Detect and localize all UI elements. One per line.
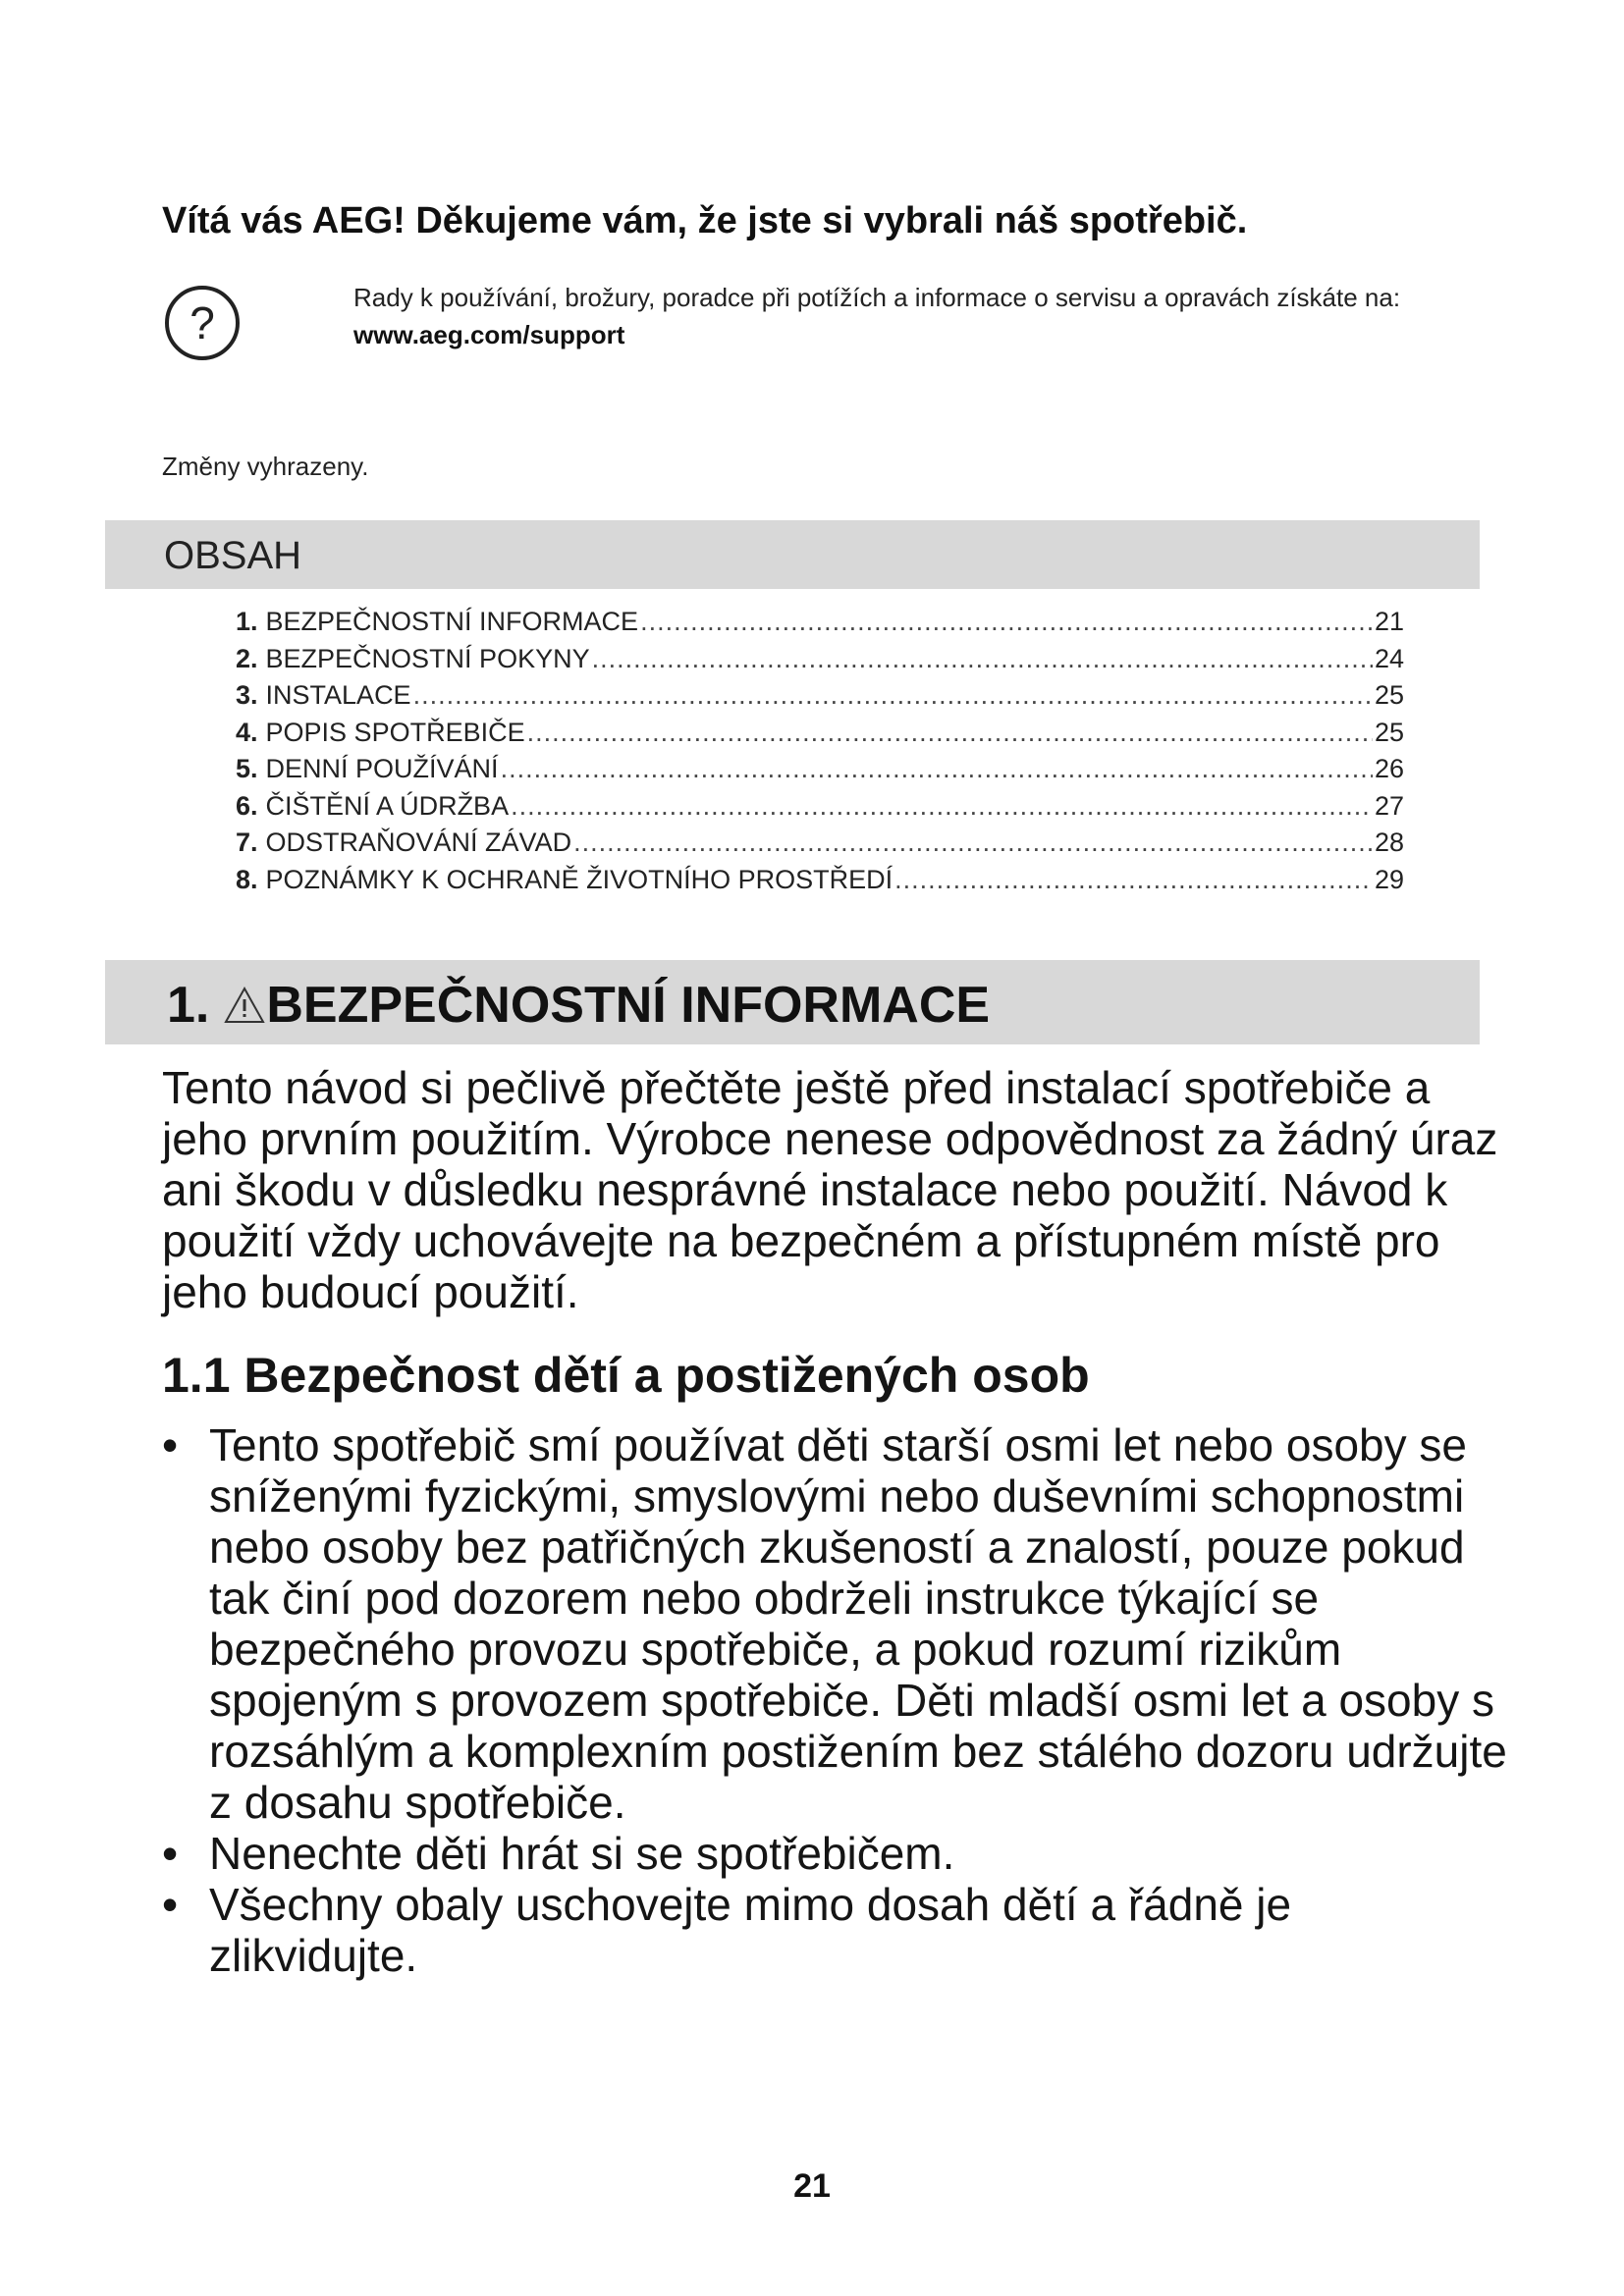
toc-dot-leader xyxy=(527,718,1373,748)
list-item: • Všechny obaly uschovejte mimo dosah dětí a řádně je zlikvidujte. xyxy=(162,1879,1507,1981)
section-title xyxy=(167,976,990,1035)
support-url[interactable]: www.aeg.com/support xyxy=(353,320,625,349)
toc-item-page: 29 xyxy=(1374,864,1404,894)
toc-item[interactable] xyxy=(236,644,1404,681)
toc-item-title: BEZPEČNOSTNÍ INFORMACE xyxy=(265,607,639,636)
toc-item[interactable] xyxy=(236,680,1404,718)
toc-item-number: 4. xyxy=(236,717,258,747)
toc-item-page: 25 xyxy=(1374,680,1404,710)
intro-paragraph: Tento návod si pečlivě přečtěte ještě před instalací spotřebiče a jeho prvním použitím. Výrobce nenese odpovědnost za žádný úraz ani škodu v důsledku nesprávné instalace nebo použití. Návod k použití vždy uchovávejte na bezpečném a přístupném místě pro jeho budoucí použití. xyxy=(162,1062,1498,1317)
toc-item-page: 25 xyxy=(1374,717,1404,747)
question-circle-icon xyxy=(163,284,242,362)
toc-item-page: 21 xyxy=(1374,607,1404,636)
toc-item-page: 28 xyxy=(1374,828,1404,857)
toc-item-number: 1. xyxy=(236,607,258,636)
help-info xyxy=(353,279,1434,353)
section-title-text: BEZPEČNOSTNÍ INFORMACE xyxy=(266,977,991,1034)
toc-dot-leader xyxy=(413,680,1373,711)
toc-dot-leader xyxy=(511,791,1373,822)
toc-dot-leader xyxy=(501,754,1373,784)
toc-item-number: 3. xyxy=(236,680,258,710)
toc-item-title: BEZPEČNOSTNÍ POKYNY xyxy=(265,643,590,673)
toc-item[interactable] xyxy=(236,754,1404,791)
toc-dot-leader xyxy=(894,865,1373,895)
toc-item[interactable] xyxy=(236,828,1404,865)
toc-item-number: 5. xyxy=(236,754,258,783)
warning-triangle-icon xyxy=(223,986,266,1025)
section-number: 1. xyxy=(167,977,210,1034)
toc-dot-leader xyxy=(573,828,1373,858)
toc-item-page: 26 xyxy=(1374,754,1404,783)
svg-text:?: ? xyxy=(189,297,215,348)
toc-item-title: POZNÁMKY K OCHRANĚ ŽIVOTNÍHO PROSTŘEDÍ xyxy=(265,864,893,894)
toc-item-title: ODSTRAŇOVÁNÍ ZÁVAD xyxy=(265,828,572,857)
toc-item-page: 27 xyxy=(1374,790,1404,821)
toc-dot-leader xyxy=(592,644,1373,674)
table-of-contents xyxy=(236,607,1404,901)
bullet-list xyxy=(162,1419,1507,1981)
toc-header-bar xyxy=(105,520,1480,589)
toc-item-title: POPIS SPOTŘEBIČE xyxy=(265,717,525,747)
toc-heading: OBSAH xyxy=(164,534,302,577)
toc-item-number: 2. xyxy=(236,643,258,673)
list-item: • Nenechte děti hrát si se spotřebičem. xyxy=(162,1828,1507,1879)
toc-item-number: 7. xyxy=(236,828,258,857)
toc-item[interactable] xyxy=(236,791,1404,828)
toc-item-title: DENNÍ POUŽÍVÁNÍ xyxy=(265,754,499,783)
toc-item-page: 24 xyxy=(1374,643,1404,673)
changes-notice: Změny vyhrazeny. xyxy=(162,452,369,481)
page-number: 21 xyxy=(793,2167,831,2205)
toc-item-number: 6. xyxy=(236,790,258,821)
toc-item-title: INSTALACE xyxy=(265,680,411,710)
help-text: Rady k používání, brožury, poradce při potížích a informace o servisu a opravách získáte na: xyxy=(353,283,1401,312)
section-header-bar xyxy=(105,960,1480,1044)
toc-item[interactable] xyxy=(236,865,1404,902)
welcome-heading: Vítá vás AEG! Děkujeme vám, že jste si vybrali náš spotřebič. xyxy=(162,200,1248,241)
toc-dot-leader xyxy=(640,607,1373,637)
toc-item-number: 8. xyxy=(236,864,258,894)
toc-item-title: ČIŠTĚNÍ A ÚDRŽBA xyxy=(265,790,510,821)
toc-item[interactable] xyxy=(236,607,1404,644)
toc-item[interactable] xyxy=(236,718,1404,755)
subsection-title: 1.1 Bezpečnost dětí a postižených osob xyxy=(162,1348,1090,1403)
list-item: • Tento spotřebič smí používat děti starší osmi let nebo osoby se sníženými fyzickými, smyslovými nebo duševními schopnostmi nebo osoby bez patřičných zkušeností a znalostí, pouze pokud tak činí pod dozorem nebo obdrželi instrukce týkající se bezpečného provozu spotřebiče, a pokud rozumí rizikům spojeným s provozem spotřebiče. Děti mladší osmi let a osoby s rozsáhlým a komplexním postižením bez stálého dozoru udržujte z dosahu spotřebiče. xyxy=(162,1419,1507,1828)
